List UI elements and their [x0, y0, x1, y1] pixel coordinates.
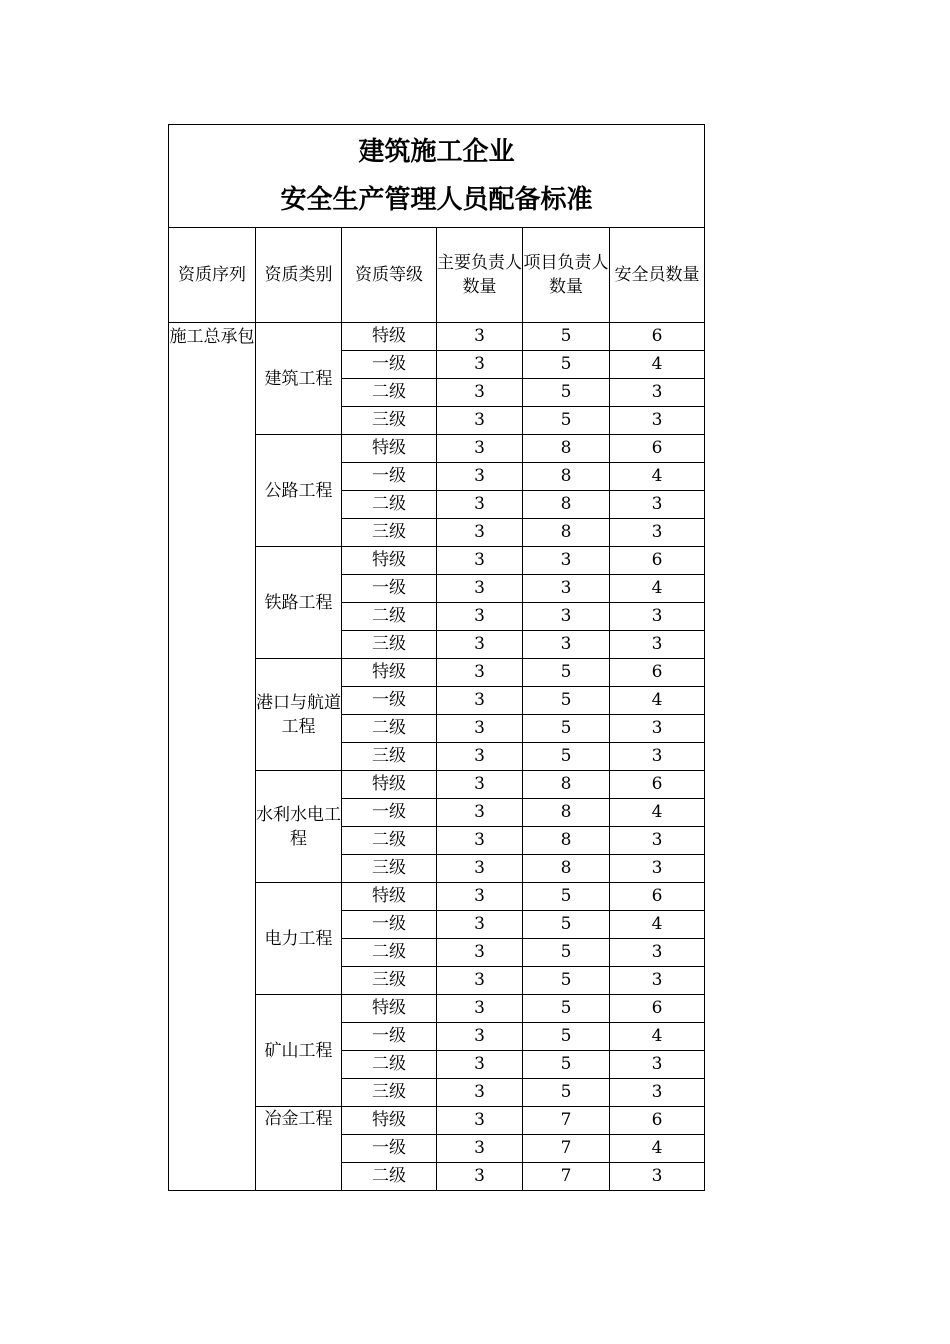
safety-officer-count-cell: 6 — [610, 1107, 705, 1135]
project-lead-count-cell: 5 — [523, 939, 610, 967]
project-lead-count-cell: 3 — [523, 575, 610, 603]
safety-officer-count-cell: 4 — [610, 799, 705, 827]
project-lead-count-cell: 5 — [523, 659, 610, 687]
safety-officer-count-cell: 4 — [610, 1135, 705, 1163]
grade-cell: 特级 — [342, 435, 437, 463]
safety-officer-count-cell: 3 — [610, 1079, 705, 1107]
grade-cell: 一级 — [342, 575, 437, 603]
grade-cell: 特级 — [342, 547, 437, 575]
project-lead-count-cell: 5 — [523, 351, 610, 379]
grade-cell: 二级 — [342, 491, 437, 519]
grade-cell: 一级 — [342, 351, 437, 379]
safety-officer-count-cell: 3 — [610, 519, 705, 547]
principal-count-cell: 3 — [437, 855, 523, 883]
category-cell: 电力工程 — [256, 883, 342, 995]
grade-cell: 特级 — [342, 323, 437, 351]
principal-count-cell: 3 — [437, 1107, 523, 1135]
principal-count-cell: 3 — [437, 631, 523, 659]
safety-officer-count-cell: 3 — [610, 379, 705, 407]
grade-cell: 二级 — [342, 715, 437, 743]
principal-count-cell: 3 — [437, 407, 523, 435]
project-lead-count-cell: 7 — [523, 1107, 610, 1135]
principal-count-cell: 3 — [437, 939, 523, 967]
project-lead-count-cell: 7 — [523, 1135, 610, 1163]
document-sheet — [168, 124, 704, 1191]
project-lead-count-cell: 5 — [523, 967, 610, 995]
header-safety-officer-count: 安全员数量 — [610, 228, 705, 323]
principal-count-cell: 3 — [437, 1163, 523, 1191]
principal-count-cell: 3 — [437, 827, 523, 855]
safety-officer-count-cell: 3 — [610, 491, 705, 519]
grade-cell: 三级 — [342, 631, 437, 659]
safety-officer-count-cell: 3 — [610, 827, 705, 855]
header-row — [169, 228, 705, 323]
principal-count-cell: 3 — [437, 351, 523, 379]
safety-officer-count-cell: 3 — [610, 631, 705, 659]
project-lead-count-cell: 5 — [523, 1023, 610, 1051]
safety-officer-count-cell: 4 — [610, 687, 705, 715]
project-lead-count-cell: 5 — [523, 715, 610, 743]
grade-cell: 特级 — [342, 883, 437, 911]
project-lead-count-cell: 8 — [523, 799, 610, 827]
principal-count-cell: 3 — [437, 463, 523, 491]
grade-cell: 三级 — [342, 855, 437, 883]
safety-officer-count-cell: 6 — [610, 547, 705, 575]
principal-count-cell: 3 — [437, 491, 523, 519]
category-cell: 铁路工程 — [256, 547, 342, 659]
project-lead-count-cell: 8 — [523, 435, 610, 463]
project-lead-count-cell: 8 — [523, 855, 610, 883]
grade-cell: 二级 — [342, 1051, 437, 1079]
grade-cell: 二级 — [342, 379, 437, 407]
header-project-lead-count: 项目负责人数量 — [523, 228, 610, 323]
grade-cell: 二级 — [342, 827, 437, 855]
grade-cell: 一级 — [342, 687, 437, 715]
principal-count-cell: 3 — [437, 603, 523, 631]
principal-count-cell: 3 — [437, 659, 523, 687]
principal-count-cell: 3 — [437, 547, 523, 575]
project-lead-count-cell: 5 — [523, 323, 610, 351]
grade-cell: 三级 — [342, 967, 437, 995]
principal-count-cell: 3 — [437, 799, 523, 827]
safety-officer-count-cell: 4 — [610, 1023, 705, 1051]
title-line-1: 建筑施工企业 — [358, 137, 515, 167]
safety-officer-count-cell: 3 — [610, 715, 705, 743]
grade-cell: 三级 — [342, 743, 437, 771]
safety-officer-count-cell: 3 — [610, 855, 705, 883]
safety-officer-count-cell: 3 — [610, 939, 705, 967]
series-cell: 施工总承包 — [169, 323, 256, 1191]
table-body — [169, 323, 705, 1191]
safety-officer-count-cell: 4 — [610, 351, 705, 379]
safety-officer-count-cell: 3 — [610, 743, 705, 771]
header-grade: 资质等级 — [342, 228, 437, 323]
grade-cell: 特级 — [342, 1107, 437, 1135]
project-lead-count-cell: 3 — [523, 603, 610, 631]
safety-officer-count-cell: 6 — [610, 323, 705, 351]
grade-cell: 二级 — [342, 1163, 437, 1191]
project-lead-count-cell: 8 — [523, 827, 610, 855]
project-lead-count-cell: 8 — [523, 519, 610, 547]
category-cell: 冶金工程 — [256, 1107, 342, 1191]
safety-officer-count-cell: 3 — [610, 603, 705, 631]
header-series: 资质序列 — [169, 228, 256, 323]
project-lead-count-cell: 5 — [523, 379, 610, 407]
safety-officer-count-cell: 6 — [610, 435, 705, 463]
principal-count-cell: 3 — [437, 1023, 523, 1051]
project-lead-count-cell: 5 — [523, 995, 610, 1023]
category-cell: 水利水电工程 — [256, 771, 342, 883]
principal-count-cell: 3 — [437, 883, 523, 911]
project-lead-count-cell: 5 — [523, 743, 610, 771]
project-lead-count-cell: 5 — [523, 911, 610, 939]
grade-cell: 一级 — [342, 911, 437, 939]
principal-count-cell: 3 — [437, 911, 523, 939]
principal-count-cell: 3 — [437, 435, 523, 463]
category-cell: 公路工程 — [256, 435, 342, 547]
safety-officer-count-cell: 6 — [610, 659, 705, 687]
principal-count-cell: 3 — [437, 323, 523, 351]
safety-officer-count-cell: 6 — [610, 995, 705, 1023]
grade-cell: 特级 — [342, 995, 437, 1023]
safety-officer-count-cell: 4 — [610, 911, 705, 939]
principal-count-cell: 3 — [437, 379, 523, 407]
project-lead-count-cell: 3 — [523, 547, 610, 575]
principal-count-cell: 3 — [437, 715, 523, 743]
project-lead-count-cell: 3 — [523, 631, 610, 659]
table-title — [169, 125, 705, 228]
project-lead-count-cell: 7 — [523, 1163, 610, 1191]
grade-cell: 一级 — [342, 1135, 437, 1163]
grade-cell: 一级 — [342, 463, 437, 491]
safety-officer-count-cell: 4 — [610, 575, 705, 603]
grade-cell: 二级 — [342, 939, 437, 967]
principal-count-cell: 3 — [437, 687, 523, 715]
grade-cell: 三级 — [342, 1079, 437, 1107]
header-principal-count: 主要负责人数量 — [437, 228, 523, 323]
principal-count-cell: 3 — [437, 575, 523, 603]
project-lead-count-cell: 5 — [523, 1051, 610, 1079]
project-lead-count-cell: 5 — [523, 687, 610, 715]
safety-officer-count-cell: 6 — [610, 883, 705, 911]
safety-officer-count-cell: 6 — [610, 771, 705, 799]
grade-cell: 三级 — [342, 407, 437, 435]
staffing-standard-table — [168, 124, 705, 1191]
principal-count-cell: 3 — [437, 1051, 523, 1079]
grade-cell: 三级 — [342, 519, 437, 547]
header-category: 资质类别 — [256, 228, 342, 323]
grade-cell: 特级 — [342, 659, 437, 687]
safety-officer-count-cell: 4 — [610, 463, 705, 491]
safety-officer-count-cell: 3 — [610, 1163, 705, 1191]
category-cell: 港口与航道工程 — [256, 659, 342, 771]
project-lead-count-cell: 8 — [523, 771, 610, 799]
category-cell: 矿山工程 — [256, 995, 342, 1107]
project-lead-count-cell: 5 — [523, 1079, 610, 1107]
project-lead-count-cell: 8 — [523, 491, 610, 519]
principal-count-cell: 3 — [437, 995, 523, 1023]
grade-cell: 一级 — [342, 799, 437, 827]
safety-officer-count-cell: 3 — [610, 1051, 705, 1079]
project-lead-count-cell: 5 — [523, 407, 610, 435]
grade-cell: 特级 — [342, 771, 437, 799]
project-lead-count-cell: 5 — [523, 883, 610, 911]
principal-count-cell: 3 — [437, 743, 523, 771]
principal-count-cell: 3 — [437, 1135, 523, 1163]
principal-count-cell: 3 — [437, 771, 523, 799]
title-line-2: 安全生产管理人员配备标准 — [280, 185, 593, 215]
category-cell: 建筑工程 — [256, 323, 342, 435]
table-row — [169, 323, 705, 351]
principal-count-cell: 3 — [437, 519, 523, 547]
principal-count-cell: 3 — [437, 1079, 523, 1107]
safety-officer-count-cell: 3 — [610, 967, 705, 995]
safety-officer-count-cell: 3 — [610, 407, 705, 435]
grade-cell: 一级 — [342, 1023, 437, 1051]
grade-cell: 二级 — [342, 603, 437, 631]
project-lead-count-cell: 8 — [523, 463, 610, 491]
principal-count-cell: 3 — [437, 967, 523, 995]
